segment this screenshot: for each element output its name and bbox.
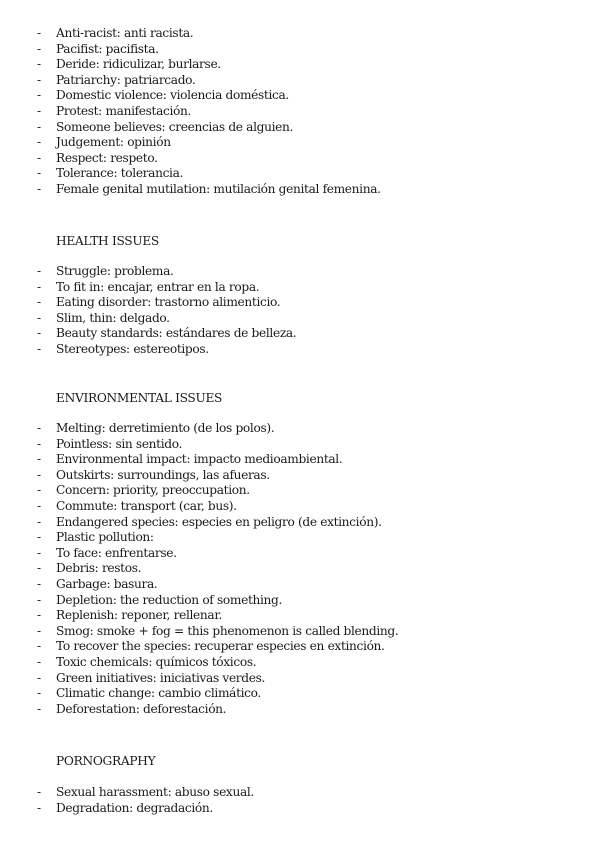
section-heading-environmental-issues: ENVIRONMENTAL ISSUES [56, 391, 223, 405]
list-item-text: Sexual harassment: abuso sexual. [56, 785, 254, 799]
list-item [37, 104, 381, 120]
list-item [37, 135, 381, 151]
list-item-text: Smog: smoke + fog = this phenomenon is called blending. [56, 623, 399, 638]
list-item [37, 57, 381, 73]
list-item-text: To fit in: encajar, entrar en la ropa. [56, 279, 260, 294]
section-heading-health-issues: HEALTH ISSUES [56, 234, 159, 248]
list-item [37, 120, 381, 136]
bullet-dash: - [37, 279, 41, 294]
list-item-text: Garbage: basura. [56, 576, 158, 591]
list-item [37, 655, 398, 671]
list-item [37, 702, 398, 718]
list-item [37, 686, 398, 702]
list-item-text: Green initiatives: iniciativas verdes. [56, 670, 266, 685]
bullet-dash: - [37, 576, 41, 591]
list-item-text: Climatic change: cambio climático. [56, 686, 261, 701]
list-item [37, 280, 296, 296]
bullet-dash: - [37, 608, 41, 623]
list-item [37, 42, 381, 58]
list-item [37, 639, 398, 655]
list-item-text: Struggle: problema. [56, 264, 174, 278]
bullet-dash: - [37, 150, 41, 165]
bullet-dash: - [37, 181, 41, 196]
list-item-text: Toxic chemicals: químicos tóxicos. [56, 654, 257, 669]
bullet-dash: - [37, 26, 41, 40]
list-item-text: Anti-racist: anti racista. [56, 26, 194, 40]
list-item [37, 561, 398, 577]
list-item [37, 452, 398, 468]
list-item [37, 608, 398, 624]
intro-vocab-list [37, 26, 381, 198]
bullet-dash: - [37, 639, 41, 654]
bullet-dash: - [37, 41, 41, 56]
bullet-dash: - [37, 310, 41, 325]
bullet-dash: - [37, 326, 41, 341]
bullet-dash: - [37, 135, 41, 150]
list-item [37, 342, 296, 358]
bullet-dash: - [37, 785, 41, 799]
bullet-dash: - [37, 421, 41, 435]
bullet-dash: - [37, 436, 41, 451]
list-item-text: To face: enfrentarse. [56, 545, 177, 560]
list-item-text: Melting: derretimiento (de los polos). [56, 421, 275, 435]
list-item-text: To recover the species: recuperar especies en extinción. [56, 639, 385, 654]
bullet-dash: - [37, 166, 41, 181]
bullet-dash: - [37, 295, 41, 310]
pornography-list [37, 785, 254, 816]
list-item-text: Concern: priority, preoccupation. [56, 483, 250, 498]
list-item-text: Plastic pollution: [56, 530, 154, 545]
bullet-dash: - [37, 686, 41, 701]
list-item-text: Someone believes: creencias de alguien. [56, 119, 294, 134]
bullet-dash: - [37, 103, 41, 118]
list-item-text: Deforestation: deforestación. [56, 701, 227, 716]
list-item-text: Replenish: reponer, rellenar. [56, 608, 222, 623]
section-heading-pornography: PORNOGRAPHY [56, 754, 156, 768]
list-item [37, 624, 398, 640]
list-item-text: Patriarchy: patriarcado. [56, 72, 196, 87]
bullet-dash: - [37, 88, 41, 103]
bullet-dash: - [37, 57, 41, 72]
bullet-dash: - [37, 654, 41, 669]
list-item-text: Commute: transport (car, bus). [56, 498, 237, 513]
list-item-text: Stereotypes: estereotipos. [56, 341, 209, 356]
list-item-text: Beauty standards: estándares de belleza. [56, 326, 297, 341]
bullet-dash: - [37, 264, 41, 278]
list-item [37, 801, 254, 817]
list-item [37, 26, 381, 42]
list-item [37, 530, 398, 546]
bullet-dash: - [37, 498, 41, 513]
list-item [37, 671, 398, 687]
bullet-dash: - [37, 483, 41, 498]
bullet-dash: - [37, 800, 41, 815]
bullet-dash: - [37, 561, 41, 576]
bullet-dash: - [37, 545, 41, 560]
list-item-text: Depletion: the reduction of something. [56, 592, 283, 607]
list-item [37, 593, 398, 609]
list-item [37, 73, 381, 89]
bullet-dash: - [37, 341, 41, 356]
bullet-dash: - [37, 592, 41, 607]
list-item-text: Deride: ridiculizar, burlarse. [56, 57, 221, 72]
list-item [37, 546, 398, 562]
list-item [37, 785, 254, 801]
bullet-dash: - [37, 514, 41, 529]
list-item-text: Judgement: opinión [56, 135, 171, 150]
list-item [37, 468, 398, 484]
list-item-text: Degradation: degradación. [56, 800, 213, 815]
list-item-text: Outskirts: surroundings, las afueras. [56, 467, 270, 482]
bullet-dash: - [37, 452, 41, 467]
list-item [37, 311, 296, 327]
list-item [37, 88, 381, 104]
bullet-dash: - [37, 623, 41, 638]
list-item-text: Female genital mutilation: mutilación genital femenina. [56, 181, 381, 196]
list-item [37, 166, 381, 182]
list-item-text: Tolerance: tolerancia. [56, 166, 184, 181]
bullet-dash: - [37, 530, 41, 545]
health-issues-list [37, 264, 296, 358]
list-item-text: Domestic violence: violencia doméstica. [56, 88, 289, 103]
list-item [37, 499, 398, 515]
bullet-dash: - [37, 72, 41, 87]
environmental-issues-list [37, 421, 398, 717]
bullet-dash: - [37, 467, 41, 482]
list-item [37, 326, 296, 342]
list-item-text: Slim, thin: delgado. [56, 310, 170, 325]
list-item [37, 264, 296, 280]
list-item-text: Respect: respeto. [56, 150, 158, 165]
bullet-dash: - [37, 701, 41, 716]
list-item-text: Environmental impact: impacto medioambiental. [56, 452, 343, 467]
bullet-dash: - [37, 670, 41, 685]
list-item [37, 295, 296, 311]
list-item [37, 182, 381, 198]
list-item [37, 577, 398, 593]
list-item-text: Protest: manifestación. [56, 103, 192, 118]
list-item [37, 437, 398, 453]
list-item [37, 151, 381, 167]
list-item-text: Endangered species: especies en peligro (de extinción). [56, 514, 382, 529]
list-item-text: Pacifist: pacifista. [56, 41, 159, 56]
list-item [37, 515, 398, 531]
bullet-dash: - [37, 119, 41, 134]
list-item-text: Debris: restos. [56, 561, 142, 576]
list-item [37, 483, 398, 499]
list-item-text: Eating disorder: trastorno alimenticio. [56, 295, 281, 310]
list-item-text: Pointless: sin sentido. [56, 436, 183, 451]
list-item [37, 421, 398, 437]
